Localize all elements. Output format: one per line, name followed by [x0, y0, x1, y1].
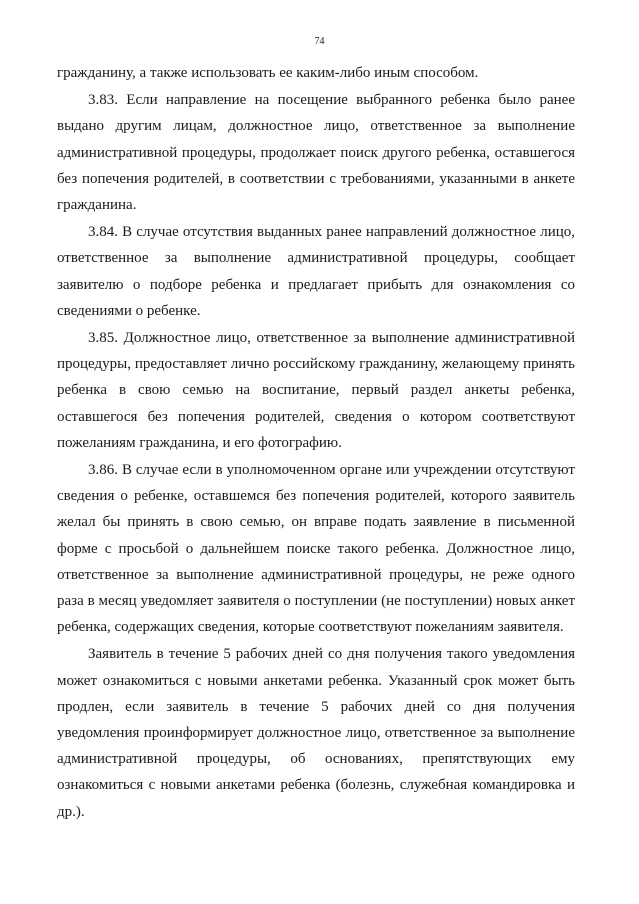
- paragraph-3-85: 3.85. Должностное лицо, ответственное за выполнение административной процедуры, предоставляет лично российскому гражданину, желающему принять ребенка в свою семью на воспитание, первый раздел анкеты ребенка, оставшегося без попечения родителей, сведения о котором соответствуют пожеланиям гражданина, и его фотографию.: [57, 330, 575, 451]
- page-number: 74: [314, 36, 325, 47]
- paragraph-continuation: гражданину, а также использовать ее каким-либо иным способом.: [57, 65, 479, 81]
- paragraph-3-86: 3.86. В случае если в уполномоченном органе или учреждении отсутствуют сведения о ребенке, оставшемся без попечения родителей, которого заявитель желал бы принять в свою семью, он вправе подать заявление в письменной форме с просьбой о дальнейшем поиске такого ребенка. Должностное лицо, ответственное за выполнение административной процедуры, не реже одного раза в месяц уведомляет заявителя о поступлении (не поступлении) новых анкет ребенка, содержащих сведения, которые соответствуют пожеланиям заявителя.: [57, 462, 575, 636]
- paragraph-3-84: 3.84. В случае отсутствия выданных ранее направлений должностное лицо, ответственное за выполнение административной процедуры, сообщает заявителю о подборе ребенка и предлагает прибыть для ознакомления со сведениями о ребенке.: [57, 224, 575, 319]
- paragraph-3-83: 3.83. Если направление на посещение выбранного ребенка было ранее выдано другим лицам, должностное лицо, ответственное за выполнение административной процедуры, продолжает поиск другого ребенка, оставшегося без попечения родителей, в соответствии с требованиями, указанными в анкете гражданина.: [57, 92, 575, 214]
- paragraph-applicant-notice: Заявитель в течение 5 рабочих дней со дня получения такого уведомления может ознакомиться с новыми анкетами ребенка. Указанный срок может быть продлен, если заявитель в течение 5 рабочих дней со дня получения уведомления проинформирует должностное лицо, ответственное за выполнение административной процедуры, об основаниях, препятствующих ему ознакомиться с новыми анкетами ребенка (болезнь, служебная командировка и др.).: [57, 646, 575, 820]
- document-body: [57, 60, 575, 825]
